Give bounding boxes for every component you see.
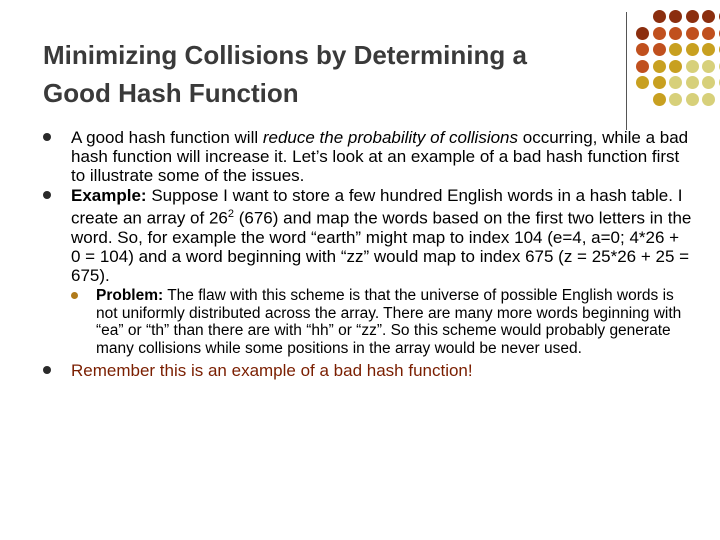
decorative-divider	[626, 12, 627, 130]
decorative-dot	[686, 60, 699, 73]
bullet-text: Remember this is an example of a bad hash function!	[71, 360, 473, 380]
bullet-item-example	[43, 186, 693, 286]
decorative-dot	[669, 27, 682, 40]
bullet-item-remember	[43, 361, 693, 380]
bullet-dot-icon	[43, 366, 51, 374]
bullet-label: Example:	[71, 185, 147, 205]
decorative-dot	[686, 43, 699, 56]
decorative-dot	[636, 60, 649, 73]
decorative-dot	[702, 93, 715, 106]
decorative-dot	[686, 93, 699, 106]
sub-bullet-text: The flaw with this scheme is that the universe of possible English words is not uniformly distributed across the array. There are many more words beginning with “ea” or “th” than there are with “hh” or “zz”. So this scheme would probably generate many collisions while some positions in the array would be never used.	[96, 287, 682, 358]
slide-body	[43, 128, 693, 380]
decorative-dot	[653, 10, 666, 23]
decorative-dot	[669, 43, 682, 56]
decorative-dot	[669, 60, 682, 73]
sub-bullet-label: Problem:	[96, 287, 164, 305]
bullet-emphasis: reduce the probability of collisions	[262, 128, 519, 147]
decorative-dot	[636, 27, 649, 40]
decorative-dot	[702, 76, 715, 89]
decorative-dot	[702, 60, 715, 73]
decorative-dot	[669, 93, 682, 106]
decorative-dot	[702, 27, 715, 40]
bullet-text: occurring, while a bad hash function will increase it. Let’s look at an example of a bad hash function first to illustrate some of the issues.	[71, 128, 689, 186]
decorative-dot	[686, 10, 699, 23]
decorative-dot	[636, 43, 649, 56]
decorative-dot	[686, 76, 699, 89]
decorative-dot	[653, 93, 666, 106]
title-line-1: Minimizing Collisions by Determining a	[43, 40, 527, 70]
sub-bullet-dot-icon	[71, 292, 78, 299]
sub-bullet-item-problem	[71, 287, 693, 357]
decorative-dot	[653, 43, 666, 56]
bullet-dot-icon	[43, 191, 51, 199]
bullet-item-good-hash	[43, 128, 693, 186]
decorative-dot	[653, 60, 666, 73]
title-line-2: Good Hash Function	[43, 78, 299, 108]
decorative-dot	[702, 10, 715, 23]
bullet-superscript: 2	[227, 207, 234, 220]
decorative-dot	[669, 76, 682, 89]
decorative-dot	[653, 27, 666, 40]
bullet-text: Suppose I want to store a few hundred English words in a hash table. I create an array of 26	[71, 185, 683, 228]
decorative-dot	[686, 27, 699, 40]
decorative-dot	[636, 76, 649, 89]
bullet-dot-icon	[43, 133, 51, 141]
bullet-text: (676) and map the words based on the first two letters in the word. So, for example the word “earth” might map to index 104 (e=4, a=0; 4*26 + 0 = 104) and a word beginning with “zz” would map to index 675 (z = 25*26 + 25 = 675).	[71, 208, 692, 286]
decorative-dot	[702, 43, 715, 56]
slide-title	[43, 36, 633, 112]
bullet-text: A good hash function will	[71, 128, 263, 147]
decorative-dot	[653, 76, 666, 89]
decorative-dot	[669, 10, 682, 23]
